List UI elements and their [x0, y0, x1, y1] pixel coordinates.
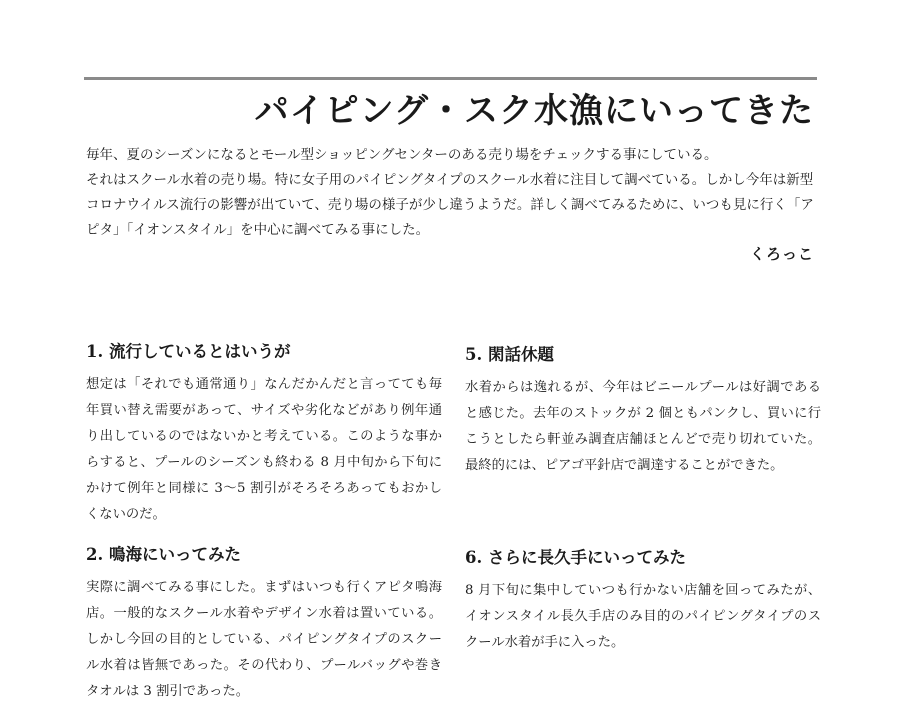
section-5-body: 水着からは逸れるが、今年はビニールプールは好調であると感じた。去年のストックが 2 個ともパンクし、買いに行こうとしたら軒並み調査店舗ほとんどで売り切れていた。最終的には、ピアゴ平針店で調達することができた。: [465, 380, 821, 473]
section-1: [86, 340, 442, 528]
section-2: [86, 543, 442, 705]
intro-text: [86, 143, 816, 243]
title-rule: [84, 77, 817, 80]
section-5: [465, 343, 821, 479]
section-6: [465, 546, 821, 656]
section-6-heading: 6. さらに長久手にいってみた: [465, 548, 686, 567]
section-5-heading: 5. 閑話休題: [465, 345, 554, 364]
article-title: パイピング・スク水漁にいってきた: [254, 91, 814, 131]
intro-paragraph-1: 毎年、夏のシーズンになるとモール型ショッピングセンターのある売り場をチェックする事にしている。: [86, 147, 718, 163]
author-name: くろっこ: [749, 245, 814, 263]
section-2-heading: 2. 鳴海にいってみた: [86, 545, 241, 564]
section-2-body: 実際に調べてみる事にした。まずはいつも行くアピタ鳴海店。一般的なスクール水着やデザイン水着は置いている。しかし今回の目的としている、パイピングタイプのスクール水着は皆無であった。その代わり、プールバッグや巻きタオルは 3 割引であった。: [86, 580, 442, 699]
intro-paragraph-2: それはスクール水着の売り場。特に女子用のパイピングタイプのスクール水着に注目して調べている。しかし今年は新型コロナウイルス流行の影響が出ていて、売り場の様子が少し違うようだ。詳しく調べてみるために、いつも見に行く「アピタ」「イオンスタイル」を中心に調べてみる事にした。: [86, 172, 814, 238]
section-1-body: 想定は「それでも通常通り」なんだかんだと言ってても毎年買い替え需要があって、サイズや劣化などがあり例年通り出しているのではないかと考えている。このような事からすると、プールのシーズンも終わる 8 月中旬から下旬にかけて例年と同様に 3〜5 割引がそろそろあってもおかしくないのだ。: [86, 377, 442, 522]
section-6-body: 8 月下旬に集中していつも行かない店舗を回ってみたが、イオンスタイル長久手店のみ目的のパイピングタイプのスクール水着が手に入った。: [465, 583, 821, 650]
section-1-heading: 1. 流行しているとはいうが: [86, 342, 291, 361]
